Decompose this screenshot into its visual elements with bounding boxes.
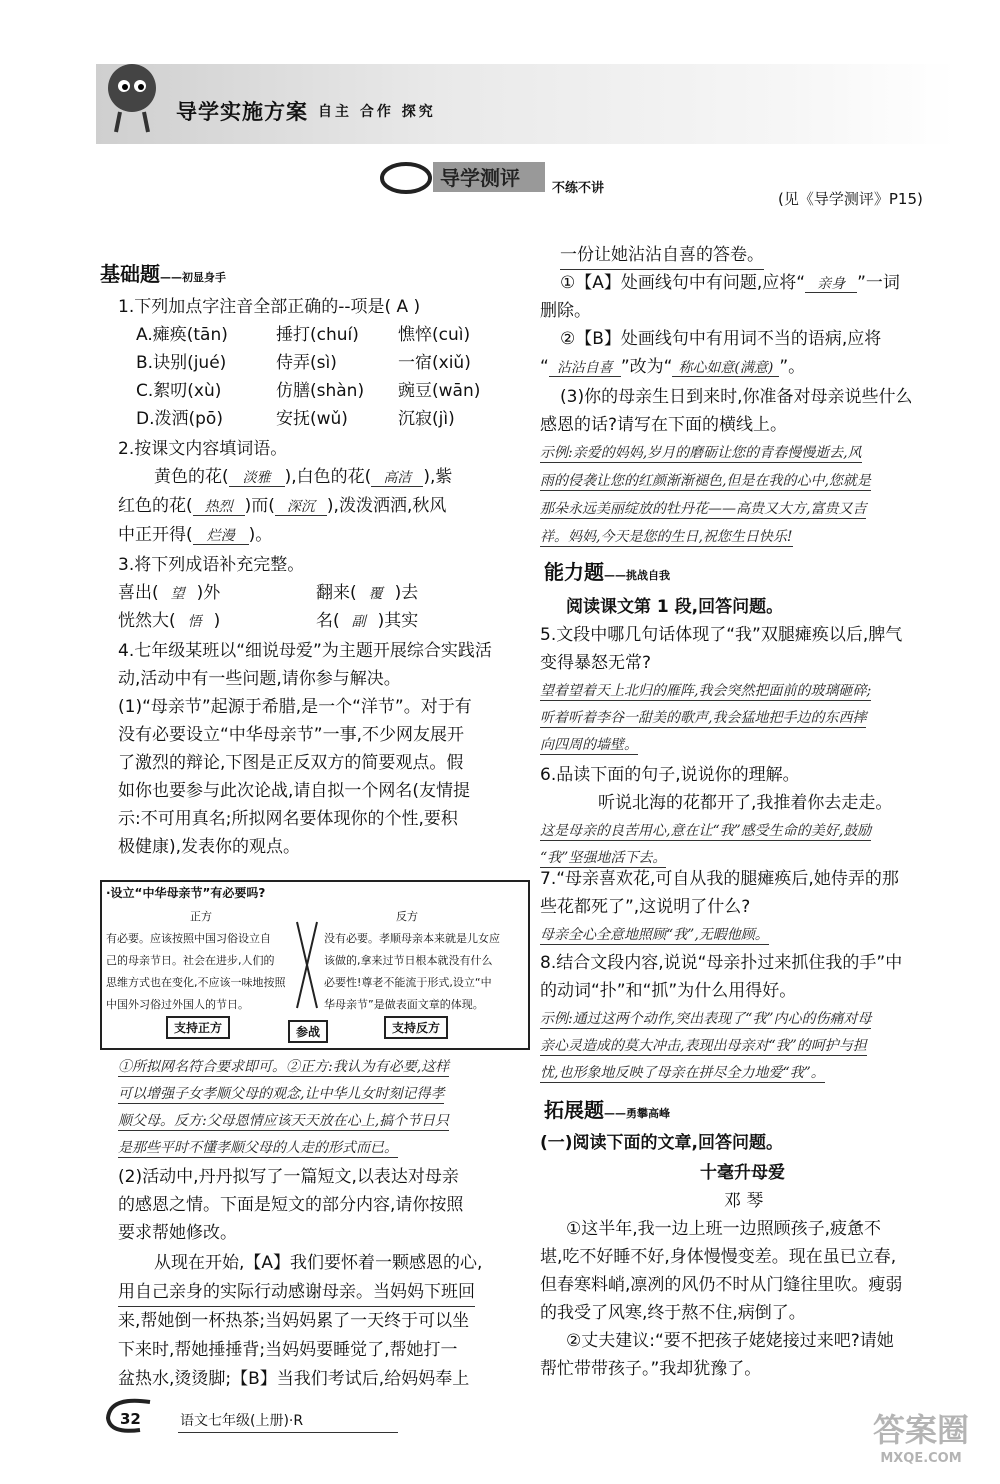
support-con-button[interactable]: 支持反方: [384, 1016, 448, 1039]
q3r-answer: 那朵永远美丽绽放的牡丹花——高贵又大方,富贵又吉: [540, 498, 866, 519]
question-3: 3.将下列成语补充完整。: [118, 555, 305, 575]
q8-line: 的动词“扑”和“抓”为什么用得好。: [540, 981, 797, 1001]
question-4-line: 动,活动中有一些问题,请你参与解决。: [118, 669, 401, 689]
q3-item-3: 恍然大( 悟 ): [118, 611, 221, 631]
page-number: 32: [120, 1410, 141, 1428]
pro-line: 己的母亲节日。社会在进步,人们的: [106, 954, 275, 967]
con-line: 该做的,拿来过节日根本就没有什么: [324, 954, 493, 967]
section-extend-heading: [544, 1094, 670, 1123]
pro-heading: 正方: [190, 910, 212, 923]
watermark-logo: [862, 1405, 980, 1477]
q5-line: 5.文段中哪几句话体现了“我”双腿瘫痪以后,脾气: [540, 625, 903, 645]
q6-answer: “我”坚强地活下去。: [540, 847, 666, 868]
essay-line: 用自己亲身的实际行动感谢母亲。当妈妈下班回: [118, 1279, 475, 1307]
read-instruction-2: (一)阅读下面的文章,回答问题。: [540, 1133, 783, 1153]
section-ability-heading: [544, 556, 670, 585]
q3-item-2: 翻来( 覆 )去: [316, 583, 419, 603]
q2-line-1: 黄色的花( 淡雅 ),白色的花( 高洁 ),紫: [154, 467, 453, 487]
q1-option-a3: 憔悴(cuì): [398, 325, 471, 345]
section-title: 基础题: [100, 262, 160, 286]
q1-option-d: D.泼洒(pō): [136, 409, 223, 429]
article-line: ①这半年,我一边上班一边照顾孩子,疲惫不: [566, 1219, 882, 1239]
question-4-line: 了激烈的辩论,下图是正反双方的简要观点。假: [118, 753, 464, 773]
header-subtitle: 自主 合作 探究: [318, 104, 436, 120]
q5-line: 变得暴怒无常?: [540, 653, 652, 673]
con-heading: 反方: [396, 910, 418, 923]
q6-quote: 听说北海的花都开了,我推着你去走走。: [598, 793, 893, 813]
q3r-answer: 祥。妈妈,今天是您的生日,祝您生日快乐!: [540, 526, 793, 547]
debate-title: ·设立“中华母亲节”有必要吗?: [106, 886, 266, 900]
q4-answer-line: 是那些平时不懂孝顺父母的人走的形式而已。: [118, 1137, 398, 1158]
support-pro-button[interactable]: 支持正方: [166, 1016, 230, 1039]
read-instruction: 阅读课文第 1 段,回答问题。: [566, 597, 784, 617]
join-debate-button[interactable]: 参战: [288, 1020, 328, 1043]
q1-option-b: B.诀别(jué): [136, 353, 227, 373]
q1-option-c2: 仿膳(shàn): [276, 381, 365, 401]
article-line: 帮忙带带孩子。”我却犹豫了。: [540, 1359, 762, 1379]
q6-answer: 这是母亲的良苦用心,意在让“我”感受生命的美好,鼓励: [540, 820, 871, 841]
q2-line-3: 中正开得( 烂漫 )。: [118, 525, 273, 545]
article-author: 邓 琴: [724, 1191, 764, 1211]
q4-2-line: (2)活动中,丹丹拟写了一篇短文,以表达对母亲: [118, 1167, 459, 1187]
question-2: 2.按课文内容填词语。: [118, 439, 288, 459]
q1-option-a2: 捶打(chuí): [276, 325, 359, 345]
q5-answer: 向四周的墙壁。: [540, 734, 638, 755]
question-4-line: 示:不可用真名;所拟网名要体现你的个性,要积: [118, 809, 458, 829]
q1-option-b2: 侍弄(sì): [276, 353, 337, 373]
essay-line: 从现在开始,【A】我们要怀着一颗感恩的心,: [154, 1253, 483, 1273]
q4-answer-line: ①所拟网名符合要求即可。②正方:我认为有必要,这样: [118, 1056, 449, 1077]
q7-line: 些花都死了”,这说明了什么?: [540, 897, 751, 917]
section-basic-heading: [100, 258, 226, 287]
mascot-icon: [96, 56, 166, 136]
section-title: 拓展题: [544, 1098, 604, 1122]
q4-2-line: 的感恩之情。下面是短文的部分内容,请你按照: [118, 1195, 464, 1215]
q4-answer-line: 可以增强子女孝顺父母的观念,让中华儿女时刻记得孝: [118, 1083, 444, 1104]
fix-b2: “ 沾沾自喜 ”改为“ 称心如意(满意) ”。: [540, 357, 806, 377]
footer-divider: [178, 1432, 398, 1433]
watermark-text: 答案圈: [872, 1411, 969, 1449]
question-4-line: 4.七年级某班以“细说母爱”为主题开展综合实践活: [118, 641, 492, 661]
article-line: ②丈夫建议:“要不把孩子姥姥接过来吧?请她: [566, 1331, 894, 1351]
question-4-line: 没有必要设立“中华母亲节”一事,不少网友展开: [118, 725, 465, 745]
pro-line: 有必要。应该按照中国习俗设立自: [106, 932, 271, 945]
q7-answer: 母亲全心全意地照顾“我”,无暇他顾。: [540, 924, 769, 945]
pro-line: 中国外习俗过外国人的节日。: [106, 998, 249, 1011]
q3r-answer: 雨的侵袭让您的红颜渐渐褪色,但是在我的心中,您就是: [540, 470, 871, 491]
header-title: 导学实施方案: [176, 100, 308, 124]
q3-item-1: 喜出( 望 )外: [118, 583, 221, 603]
question-4-line: (1)“母亲节”起源于希腊,是一个“洋节”。对于有: [118, 697, 472, 717]
q5-answer: 听着听着李谷一甜美的歌声,我会猛地把手边的东西摔: [540, 707, 866, 728]
cross-divider-icon: [294, 920, 320, 1010]
banner-subtitle: 不练不讲: [552, 181, 605, 196]
q8-answer: 示例:通过这两个动作,突出表现了“我”内心的伤痛对母: [540, 1008, 871, 1029]
section-subtitle: ——挑战自我: [604, 569, 670, 582]
q8-line: 8.结合文段内容,说说“母亲扑过来抓住我的手”中: [540, 953, 903, 973]
q5-answer: 望着望着天上北归的雁阵,我会突然把面前的玻璃砸碎;: [540, 680, 871, 701]
con-line: 华母亲节”是做表面文章的体现。: [324, 998, 484, 1011]
q1-option-d2: 安抚(wǔ): [276, 409, 348, 429]
reference-note: (见《导学测评》P15): [778, 190, 923, 208]
q3r-line: 感恩的话?请写在下面的横线上。: [540, 415, 788, 435]
banner-title: 导学测评: [440, 166, 520, 190]
section-title: 能力题: [544, 560, 604, 584]
q7-line: 7.“母亲喜欢花,可自从我的腿瘫痪后,她侍弄的那: [540, 869, 899, 889]
q1-option-d3: 沉寂(jì): [398, 409, 455, 429]
q1-option-c: C.絮叨(xù): [136, 381, 222, 401]
q8-answer: 亲心灵造成的莫大冲击,表现出母亲对“我”的呵护与担: [540, 1035, 867, 1056]
q2-line-2: 红色的花( 热烈 )而( 深沉 ),泼泼洒洒,秋风: [118, 496, 447, 516]
q1-option-a: A.瘫痪(tān): [136, 325, 228, 345]
q3-item-4: 名( 副 )其实: [316, 611, 419, 631]
q1-option-c3: 豌豆(wān): [398, 381, 481, 401]
article-title: 十毫升母爱: [700, 1163, 785, 1183]
q1-option-b3: 一宿(xiǔ): [398, 353, 471, 373]
q6: 6.品读下面的句子,说说你的理解。: [540, 765, 800, 785]
right-cont: 一份让她沾沾自喜的答卷。: [560, 242, 764, 270]
question-1: 1.下列加点字注音全部正确的--项是( A ): [118, 297, 421, 317]
article-line: 堪,吃不好睡不好,身体慢慢变差。现在虽已立春,: [540, 1247, 897, 1267]
q3r-line: (3)你的母亲生日到来时,你准备对母亲说些什么: [560, 387, 913, 407]
essay-line: 盆热水,烫烫脚;【B】当我们考试后,给妈妈奉上: [118, 1369, 470, 1389]
con-line: 必要性!尊老不能流于形式,设立“中: [324, 976, 492, 989]
q3r-answer: 示例:亲爱的妈妈,岁月的磨砺让您的青春慢慢逝去,风: [540, 442, 862, 463]
pro-line: 思维方式也在变化,不应该一味地按照: [106, 976, 286, 989]
q8-answer: 忧,也形象地反映了母亲在拼尽全力地爱“我”。: [540, 1062, 825, 1083]
article-line: 的我受了风寒,终于熬不住,病倒了。: [540, 1303, 806, 1323]
fix-a2: 删除。: [540, 301, 591, 321]
fix-a: ①【A】处画线句中有问题,应将“ 亲身 ”一词: [560, 273, 900, 293]
question-4-line: 如你也要参与此次论战,请自拟一个网名(友情提: [118, 781, 471, 801]
con-line: 没有必要。孝顺母亲本来就是儿女应: [324, 932, 500, 945]
q4-answer-line: 顺父母。反方:父母恩情应该天天放在心上,搞个节日只: [118, 1110, 449, 1131]
essay-line: 下来时,帮她捶捶背;当妈妈要睡觉了,帮她打一: [118, 1340, 458, 1360]
book-title: 语文七年级(上册)·R: [180, 1413, 304, 1429]
q4-2-line: 要求帮她修改。: [118, 1223, 237, 1243]
article-line: 但春寒料峭,凛冽的风仍不时从门缝往里吹。瘦弱: [540, 1275, 903, 1295]
section-subtitle: ——勇攀高峰: [604, 1107, 670, 1120]
fix-b: ②【B】处画线句中有用词不当的语病,应将: [560, 329, 882, 349]
section-subtitle: ——初显身手: [160, 271, 226, 284]
question-4-line: 极健康),发表你的观点。: [118, 837, 301, 857]
essay-line: 来,帮她倒一杯热茶;当妈妈累了一天终于可以坐: [118, 1311, 470, 1331]
watermark-url: MXQE.COM: [880, 1451, 962, 1466]
